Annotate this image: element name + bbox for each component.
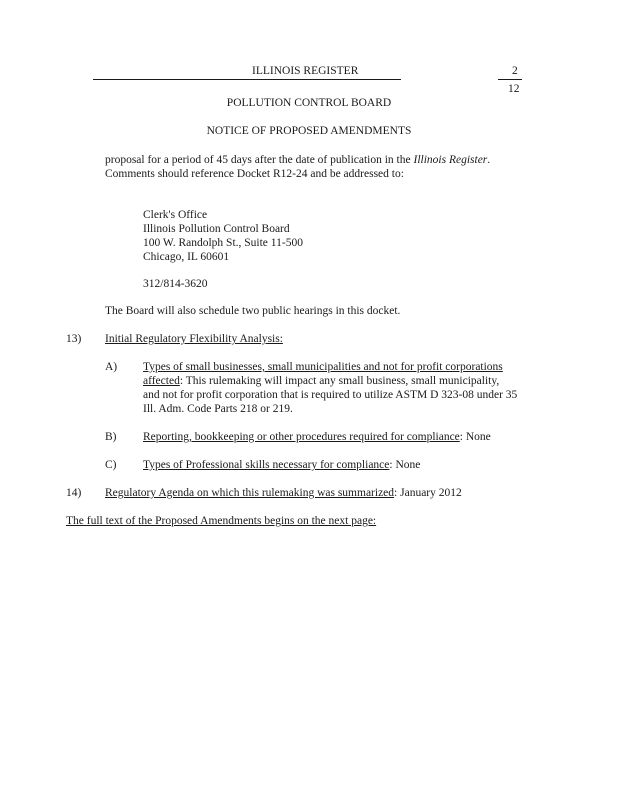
hearings-text: The Board will also schedule two public hearings in this docket. <box>105 305 401 317</box>
item-13-number: 13) <box>66 333 82 345</box>
item-13c-text: Types of Professional skills necessary for compliance: None <box>143 459 421 471</box>
item-14-number: 14) <box>66 487 82 499</box>
address-line-2: Illinois Pollution Control Board <box>143 223 290 235</box>
item-13a-line-2: affected: This rulemaking will impact any small business, small municipality, <box>143 375 500 387</box>
item-14-text: Regulatory Agenda on which this rulemaking was summarized: January 2012 <box>105 487 462 499</box>
item-13a-line-3: and not for profit corporation that is required to utilize ASTM D 323-08 under 35 <box>143 389 518 401</box>
item-13a-line-4: Ill. Adm. Code Parts 218 or 219. <box>143 403 293 415</box>
address-phone: 312/814-3620 <box>143 278 208 290</box>
notice-title: NOTICE OF PROPOSED AMENDMENTS <box>206 125 412 137</box>
register-title: ILLINOIS REGISTER <box>252 65 359 77</box>
illinois-register-ref: Illinois Register <box>413 154 488 166</box>
item-13b-text: Reporting, bookkeeping or other procedures required for compliance: None <box>143 431 491 443</box>
item-13-title: Initial Regulatory Flexibility Analysis: <box>105 333 283 345</box>
address-line-1: Clerk's Office <box>143 209 208 221</box>
register-year: 12 <box>508 83 520 95</box>
page-number-rule <box>498 79 522 80</box>
intro-line-2: Comments should reference Docket R12-24 and be addressed to: <box>105 168 404 180</box>
item-13a-label: A) <box>105 361 118 373</box>
footer-line: The full text of the Proposed Amendments begins on the next page: <box>66 515 377 527</box>
address-line-4: Chicago, IL 60601 <box>143 251 230 263</box>
agency-title: POLLUTION CONTROL BOARD <box>226 97 392 109</box>
page-number: 2 <box>512 65 518 77</box>
intro-line-1: proposal for a period of 45 days after the date of publication in the Illinois Register. <box>105 154 491 166</box>
item-13b-label: B) <box>105 431 117 443</box>
address-line-3: 100 W. Randolph St., Suite 11-500 <box>143 237 303 249</box>
item-13a-heading-1: Types of small businesses, small municipalities and not for profit corporations <box>143 361 503 373</box>
header-rule <box>93 79 401 80</box>
item-13c-label: C) <box>105 459 117 471</box>
